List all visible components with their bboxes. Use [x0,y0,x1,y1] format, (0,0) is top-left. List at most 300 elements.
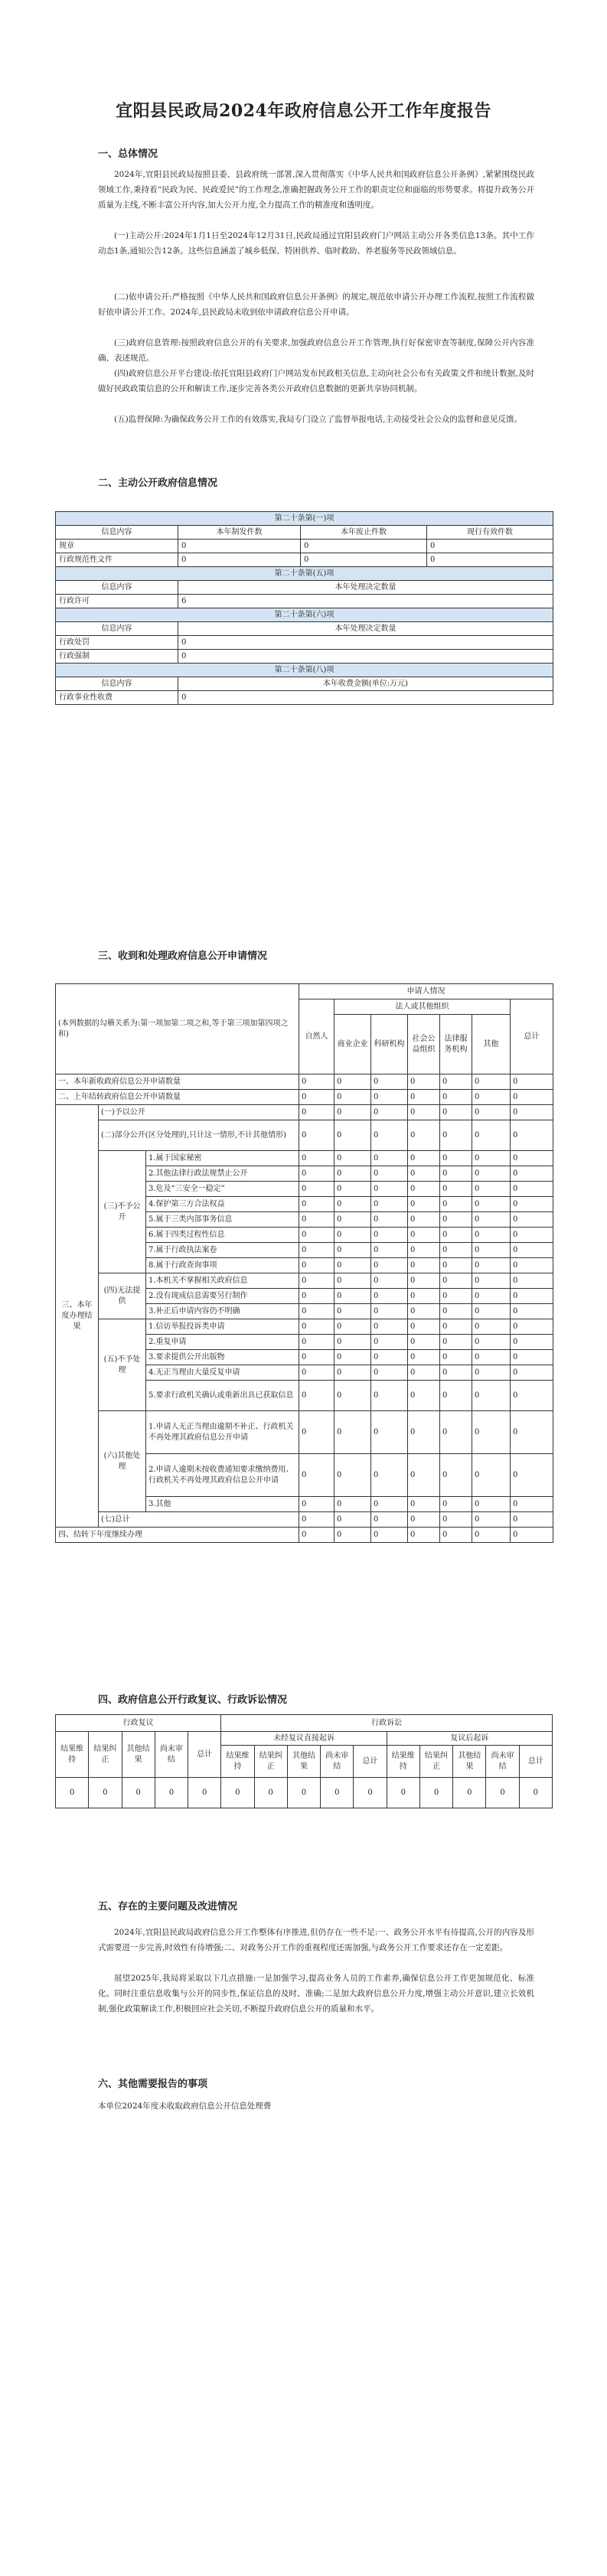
cell-value: 0 [408,1090,440,1105]
cell-value: 0 [335,1228,371,1243]
cell-value: 0 [408,1411,440,1454]
cell-value: 0 [335,1350,371,1365]
cell-value: 0 [299,1197,335,1212]
cell-value: 0 [472,1120,511,1151]
cell-value: 0 [408,1365,440,1381]
cell-value: 0 [472,1350,511,1365]
section-5-paragraph-2: 展望2025年,我局将采取以下几点措施:一是加强学习,提高业务人员的工作素养,确保信息公开工作更加规范化、标准化。同时注重信息收集与公开的同步性,保证信息的及时、准确;二是加大政府信息公开力度,增强主动公开意识,建立长效机制,强化政策解读工作,积极回应社会关切,不断提升政府信息公开的质量和水平。 [98,1974,534,2014]
after-col-total: 总计 [519,1746,552,1778]
row-label: 1.属于国家秘密 [146,1151,299,1166]
cell-value: 0 [335,1528,371,1543]
row-label: (一)予以公开 [99,1105,299,1120]
cell-value: 0 [472,1289,511,1304]
table-row [56,1273,553,1289]
cell-value: 0 [299,1228,335,1243]
cell-value: 0 [335,1381,371,1411]
cell-value: 0 [335,1304,371,1319]
section-1-paragraph-3: (二)依申请公开:严格按照《中华人民共和国政府信息公开条例》的规定,规范依申请公开办理工作流程,按照工作流程做好依申请公开工作。2024年,县民政局未收到依申请政府信息公开申请。 [98,292,534,317]
cell-value: 0 [472,1304,511,1319]
cell-value: 0 [419,1778,452,1808]
cell-value: 0 [408,1243,440,1258]
row-label: 行政规范性文件 [56,553,178,567]
cell-value: 0 [335,1074,371,1090]
legal-person-header: 法人或其他组织 [335,999,511,1015]
cell-value: 0 [408,1166,440,1182]
applicant-header: 申请人情况 [299,984,553,999]
direct-col-pending: 尚未审结 [321,1746,354,1778]
not-reviewed-header: 未经复议直接起诉 [221,1732,387,1746]
row-label: 规章 [56,540,178,553]
cell-value: 0 [440,1454,472,1497]
group-label: (三)不予公开 [99,1151,146,1273]
cell-value: 0 [472,1166,511,1182]
row-label: 行政处罚 [56,636,178,650]
cell-value: 0 [440,1074,472,1090]
cell-value: 0 [511,1497,553,1512]
cell-value: 0 [335,1289,371,1304]
cell-value: 0 [408,1074,440,1090]
table-row [56,1778,553,1808]
cell-value: 0 [335,1120,371,1151]
cell-value: 0 [408,1273,440,1289]
cell-value: 0 [472,1105,511,1120]
cell-value: 0 [299,1319,335,1335]
row-label: 4.无正当理由大量反复申请 [146,1365,299,1381]
table-row [56,1120,553,1151]
cell-value: 0 [371,1350,408,1365]
row-label: 3.其他 [146,1497,299,1512]
row-label: 行政许可 [56,595,178,608]
section-6-paragraph-1: 本单位2024年度未收取政府信息公开信息处理费 [98,2102,272,2111]
section-1-paragraph-1: 2024年,宜阳县民政局按照县委、县政府统一部署,深入贯彻落实《中华人民共和国政府信息公开条例》,紧紧围绕民政领域工作,秉持着“民政为民、民政爱民”的工作理念,准确把握政务公开工作的职责定位和面临的形势要求。将提升政务公开质量为主线,不断丰富公开内容,加大公开力度,全力提高工作的精准度和透明度。 [98,170,534,210]
cell-value: 0 [453,1778,486,1808]
cell-value: 0 [440,1120,472,1151]
cell-value: 0 [472,1151,511,1166]
cell-value: 0 [472,1074,511,1090]
cell-value: 0 [511,1182,553,1197]
cell-value: 0 [408,1350,440,1365]
cell-value: 0 [371,1411,408,1454]
cell-value: 0 [299,1411,335,1454]
cell-value: 0 [335,1273,371,1289]
cell-value: 0 [221,1778,254,1808]
cell-value: 0 [440,1197,472,1212]
section-5-paragraph-1: 2024年,宜阳县民政局政府信息公开工作整体有序推进,但仍存在一些不足:一、政务公开水平有待提高,公开的内容及形式需要进一步完善,时效性有待增强;二、对政务公开工作的重视程度还需加强,与政务公开工作要求还存在一定差距。 [98,1928,534,1952]
table-row [56,691,553,705]
cell-value: 0 [511,1243,553,1258]
cell-value: 0 [440,1273,472,1289]
cell-value: 0 [335,1512,371,1528]
row-label: (二)部分公开(区分处理的,只计这一情形,不计其他情形) [99,1120,299,1151]
cell-value: 0 [299,1258,335,1273]
cell-value: 0 [408,1512,440,1528]
col-other: 其他 [472,1015,511,1074]
cell-value: 0 [511,1212,553,1228]
cell-value: 0 [472,1182,511,1197]
section-1-paragraph-2: (一)主动公开:2024年1月1日至2024年12月31日,民政局通过宜阳县政府门户网站主动公开各类信息13条。其中工作动态1条,通知公告12条。这些信息涵盖了城乡低保、特困供养、临时救助、养老服务等民政领域信息。 [98,231,534,256]
cell-value: 0 [122,1778,155,1808]
cell-value: 0 [440,1212,472,1228]
section-1-heading: 一、总体情况 [98,148,158,160]
cell-value: 0 [408,1289,440,1304]
cell-value: 0 [427,553,553,567]
cell-value: 0 [335,1335,371,1350]
cell-value: 0 [472,1319,511,1335]
col-research: 科研机构 [371,1015,408,1074]
cell-value: 0 [472,1497,511,1512]
cell-value: 0 [371,1120,408,1151]
cell-value: 0 [371,1528,408,1543]
cell-value: 0 [371,1212,408,1228]
col-legal-service: 法律服务机构 [440,1015,472,1074]
cell-value: 0 [472,1243,511,1258]
cell-value: 0 [89,1778,122,1808]
cell-value: 0 [440,1090,472,1105]
cell-value: 0 [335,1151,371,1166]
review-col-other: 其他结果 [122,1732,155,1778]
cell-value: 0 [511,1228,553,1243]
review-col-pending: 尚未审结 [155,1732,188,1778]
cell-value: 0 [301,540,427,553]
cell-value: 0 [440,1105,472,1120]
cell-value: 0 [335,1197,371,1212]
cell-value: 0 [287,1778,320,1808]
cell-value: 0 [511,1454,553,1497]
col-info: 信息内容 [56,581,178,595]
cell-value: 0 [519,1778,552,1808]
after-review-header: 复议后起诉 [387,1732,552,1746]
band-item-6: 第二十条第(六)项 [56,608,553,622]
cell-value: 0 [472,1365,511,1381]
table-row [56,1411,553,1454]
page-title: 宜阳县民政局2024年政府信息公开工作年度报告 [116,101,491,121]
cell-value: 0 [440,1304,472,1319]
cell-value: 0 [511,1197,553,1212]
direct-col-total: 总计 [354,1746,387,1778]
row-label: 7.属于行政执法案卷 [146,1243,299,1258]
col-fee: 本年收费金额(单位:万元) [178,677,553,691]
cell-value: 0 [408,1454,440,1497]
cell-value: 0 [301,553,427,567]
section-2-heading: 二、主动公开政府信息情况 [98,478,218,489]
cell-value: 0 [511,1151,553,1166]
cell-value: 0 [371,1074,408,1090]
cell-value: 0 [472,1228,511,1243]
cell-value: 0 [335,1497,371,1512]
cell-value: 0 [371,1273,408,1289]
cell-value: 0 [335,1411,371,1454]
cell-value: 0 [472,1090,511,1105]
row-label: 二、上年结转政府信息公开申请数量 [56,1090,299,1105]
cell-value: 0 [371,1319,408,1335]
cell-value: 0 [511,1074,553,1090]
cell-value: 0 [178,691,553,705]
cell-value: 0 [299,1090,335,1105]
cell-value: 0 [371,1090,408,1105]
cell-value: 0 [408,1105,440,1120]
cell-value: 0 [440,1182,472,1197]
cell-value: 0 [371,1182,408,1197]
active-disclosure-table [55,511,553,705]
table-row [56,1090,553,1105]
cell-value: 0 [299,1243,335,1258]
cell-value: 0 [371,1365,408,1381]
col-made: 本年制发件数 [178,526,301,540]
after-col-other: 其他结果 [453,1746,486,1778]
row-label: 4.保护第三方合法权益 [146,1197,299,1212]
cell-value: 0 [335,1365,371,1381]
cell-value: 0 [408,1228,440,1243]
cell-value: 0 [440,1319,472,1335]
col-abolished: 本年废止件数 [301,526,427,540]
cell-value: 0 [335,1243,371,1258]
cell-value: 0 [299,1074,335,1090]
row-label: 一、本年新收政府信息公开申请数量 [56,1074,299,1090]
cell-value: 0 [299,1497,335,1512]
cell-value: 0 [299,1120,335,1151]
table-row [56,636,553,650]
cell-value: 0 [299,1105,335,1120]
cell-value: 0 [335,1258,371,1273]
cell-value: 0 [354,1778,387,1808]
band-item-5: 第二十条第(五)项 [56,567,553,581]
cell-value: 0 [408,1212,440,1228]
litigation-header: 行政诉讼 [221,1715,553,1732]
cell-value: 0 [408,1304,440,1319]
cell-value: 0 [408,1151,440,1166]
after-col-pending: 尚未审结 [486,1746,519,1778]
cell-value: 0 [299,1528,335,1543]
row-label: 2.重复申请 [146,1335,299,1350]
cell-value: 0 [371,1258,408,1273]
cell-value: 0 [440,1151,472,1166]
table-row [56,1512,553,1528]
cell-value: 0 [299,1350,335,1365]
cell-value: 0 [371,1335,408,1350]
section-6-heading: 六、其他需要报告的事项 [98,2079,208,2090]
cell-value: 0 [155,1778,188,1808]
table-row [56,1528,553,1543]
cell-value: 0 [371,1304,408,1319]
cell-value: 0 [371,1228,408,1243]
cell-value: 0 [511,1350,553,1365]
section-4-heading: 四、政府信息公开行政复议、行政诉讼情况 [98,1694,288,1706]
cell-value: 0 [408,1381,440,1411]
row-label: 3.补正后申请内容仍不明确 [146,1304,299,1319]
cell-value: 0 [299,1182,335,1197]
cell-value: 0 [299,1304,335,1319]
row-label: 6.属于四类过程性信息 [146,1228,299,1243]
cell-value: 0 [335,1105,371,1120]
col-valid: 现行有效件数 [427,526,553,540]
cell-value: 0 [511,1258,553,1273]
group-label: (六)其他处理 [99,1411,146,1512]
review-litigation-table [55,1714,553,1808]
cell-value: 0 [254,1778,287,1808]
row-label: 行政事业性收费 [56,691,178,705]
row-label: 2.没有现成信息需要另行制作 [146,1289,299,1304]
table-row [56,1319,553,1335]
cell-value: 0 [440,1512,472,1528]
cell-value: 0 [440,1243,472,1258]
cell-value: 0 [511,1166,553,1182]
cell-value: 0 [371,1151,408,1166]
application-table [55,983,553,1543]
row-label: 5.要求行政机关确认或重新出具已获取信息 [146,1381,299,1411]
cell-value: 0 [511,1528,553,1543]
section-1-paragraph-6: (五)监督保障:为确保政务公开工作的有效落实,我局专门设立了监督举报电话,主动接受社会公众的监督和意见反馈。 [114,415,522,424]
total-header: 总计 [511,999,553,1074]
group-label: (五)不予处理 [99,1319,146,1411]
cell-value: 0 [188,1778,221,1808]
cell-value: 0 [335,1090,371,1105]
cell-value: 0 [472,1273,511,1289]
cell-value: 0 [511,1090,553,1105]
cell-value: 0 [299,1151,335,1166]
cell-value: 0 [440,1411,472,1454]
cell-value: 0 [472,1212,511,1228]
table-note: (本列数据的勾稽关系为:第一项加第二项之和,等于第三项加第四项之和) [56,984,299,1074]
cell-value: 0 [511,1304,553,1319]
row-label: 1.信访举报投诉类申请 [146,1319,299,1335]
cell-value: 0 [472,1197,511,1212]
section-5-heading: 五、存在的主要问题及改进情况 [98,1901,238,1912]
col-info: 信息内容 [56,622,178,636]
cell-value: 0 [440,1166,472,1182]
cell-value: 0 [299,1273,335,1289]
section-1-paragraph-4: (三)政府信息管理:按照政府信息公开的有关要求,加强政府信息公开工作管理,执行好保密审查等制度,保障公开内容准确、表述规范。 [98,338,534,363]
cell-value: 0 [335,1212,371,1228]
cell-value: 0 [56,1778,89,1808]
row-label: 1.本机关不掌握相关政府信息 [146,1273,299,1289]
cell-value: 0 [472,1381,511,1411]
natural-person-header: 自然人 [299,999,335,1074]
table-row [56,1074,553,1090]
review-col-maintain: 结果维持 [56,1732,89,1778]
row-label: 3.要求提供公开出版物 [146,1350,299,1365]
cell-value: 0 [299,1454,335,1497]
cell-value: 0 [472,1512,511,1528]
cell-value: 0 [511,1120,553,1151]
cell-value: 0 [299,1166,335,1182]
cell-value: 0 [472,1454,511,1497]
row-label: 四、结转下年度继续办理 [56,1528,299,1543]
cell-value: 0 [440,1528,472,1543]
cell-value: 0 [371,1512,408,1528]
cell-value: 0 [440,1258,472,1273]
table-row [56,1151,553,1166]
table-row [56,1105,553,1120]
row-label: 2.其他法律行政法规禁止公开 [146,1166,299,1182]
cell-value: 0 [511,1319,553,1335]
cell-value: 0 [472,1528,511,1543]
cell-value: 0 [371,1381,408,1411]
review-col-total: 总计 [188,1732,221,1778]
review-header: 行政复议 [56,1715,221,1732]
cell-value: 0 [299,1289,335,1304]
cell-value: 0 [511,1273,553,1289]
col-decisions: 本年处理决定数量 [178,622,553,636]
cell-value: 0 [440,1381,472,1411]
cell-value: 0 [427,540,553,553]
cell-value: 0 [511,1289,553,1304]
col-business: 商业企业 [335,1015,371,1074]
cell-value: 0 [335,1319,371,1335]
col-public-welfare: 社会公益组织 [408,1015,440,1074]
cell-value: 0 [511,1411,553,1454]
row-label: 行政强制 [56,650,178,664]
cell-value: 0 [440,1289,472,1304]
col-info: 信息内容 [56,526,178,540]
cell-value: 0 [371,1454,408,1497]
cell-value: 0 [408,1197,440,1212]
table-row [56,553,553,567]
band-item-1: 第二十条第(一)项 [56,512,553,526]
cell-value: 0 [472,1258,511,1273]
cell-value: 0 [371,1166,408,1182]
cell-value: 0 [299,1512,335,1528]
cell-value: 0 [178,540,301,553]
cell-value: 0 [511,1105,553,1120]
cell-value: 0 [408,1335,440,1350]
cell-value: 6 [178,595,553,608]
cell-value: 0 [472,1335,511,1350]
cell-value: 0 [335,1166,371,1182]
cell-value: 0 [408,1120,440,1151]
cell-value: 0 [387,1778,419,1808]
cell-value: 0 [299,1335,335,1350]
cell-value: 0 [371,1105,408,1120]
row-label: 8.属于行政查询事项 [146,1258,299,1273]
cell-value: 0 [440,1365,472,1381]
row-label: 5.属于三类内部事务信息 [146,1212,299,1228]
cell-value: 0 [511,1381,553,1411]
direct-col-other: 其他结果 [287,1746,320,1778]
review-col-correct: 结果纠正 [89,1732,122,1778]
cell-value: 0 [440,1497,472,1512]
result-group-label: 三、本年度办理结果 [56,1105,99,1528]
direct-col-maintain: 结果维持 [221,1746,254,1778]
col-info: 信息内容 [56,677,178,691]
table-row [56,540,553,553]
row-label: 1.申请人无正当理由逾期不补正、行政机关不再处理其政府信息公开申请 [146,1411,299,1454]
cell-value: 0 [408,1182,440,1197]
cell-value: 0 [511,1335,553,1350]
row-label: 3.危及“三安全一稳定” [146,1182,299,1197]
direct-col-correct: 结果纠正 [254,1746,287,1778]
cell-value: 0 [440,1228,472,1243]
cell-value: 0 [371,1497,408,1512]
section-1-paragraph-5: (四)政府信息公开平台建设:依托宜阳县政府门户网站发布民政相关信息,主动向社会公布有关政策文件和统计数据,及时做好民政政策信息的公开和解读工作,逐步完善各类公开政府信息数据的更新共享协同机制。 [98,369,534,393]
row-label: (七)总计 [99,1512,299,1528]
cell-value: 0 [299,1365,335,1381]
cell-value: 0 [408,1258,440,1273]
after-col-maintain: 结果维持 [387,1746,419,1778]
cell-value: 0 [178,553,301,567]
cell-value: 0 [299,1212,335,1228]
cell-value: 0 [371,1243,408,1258]
cell-value: 0 [335,1454,371,1497]
table-row [56,650,553,664]
cell-value: 0 [408,1319,440,1335]
cell-value: 0 [178,650,553,664]
cell-value: 0 [486,1778,519,1808]
cell-value: 0 [371,1197,408,1212]
section-3-heading: 三、收到和处理政府信息公开申请情况 [98,951,268,962]
cell-value: 0 [299,1381,335,1411]
cell-value: 0 [371,1289,408,1304]
group-label: (四)无法提供 [99,1273,146,1319]
